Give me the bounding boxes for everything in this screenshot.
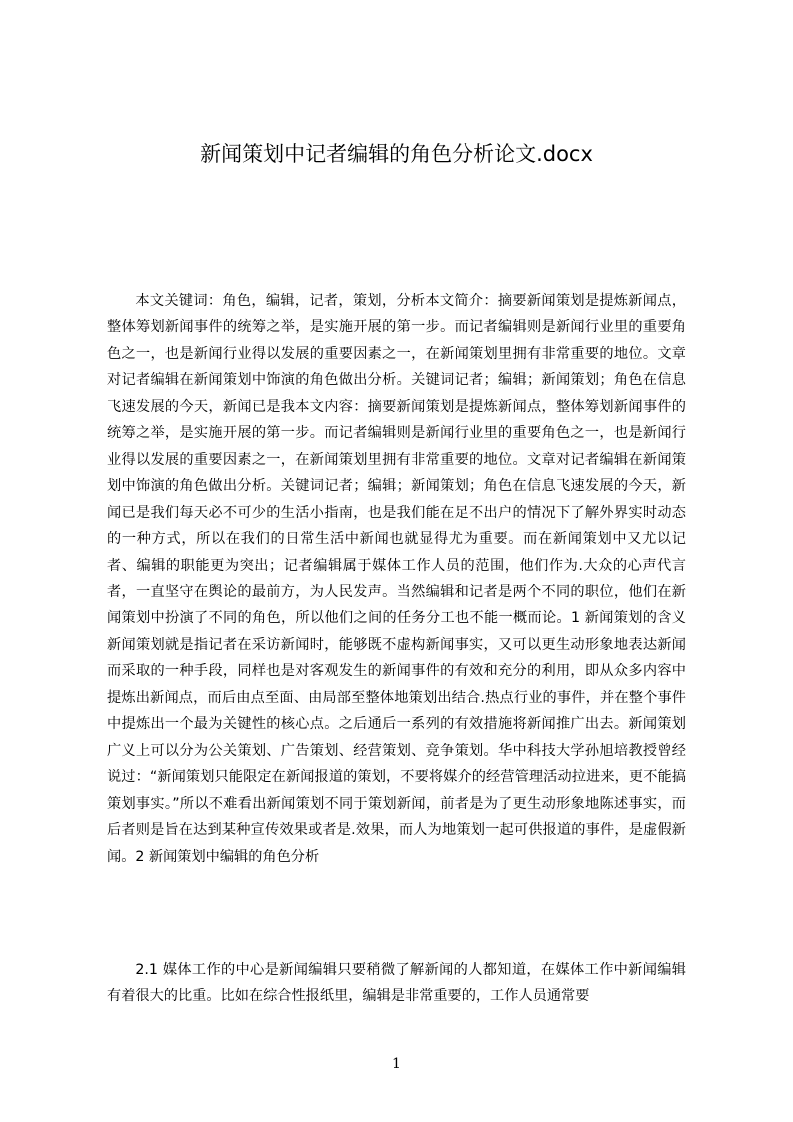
- page-number: 1: [392, 1056, 401, 1072]
- body-paragraph-1: 本文关键词：角色，编辑，记者，策划，分析本文简介：摘要新闻策划是提炼新闻点，整体筹划新闻事件的统筹之举，是实施开展的第一步。而记者编辑则是新闻行业里的重要角色之一，也是新闻行业得以发展的重要因素之一，在新闻策划里拥有非常重要的地位。文章对记者编辑在新闻策划中饰演的角色做出分析。关键词记者；编辑；新闻策划；角色在信息飞速发展的今天，新闻已是我本文内容：摘要新闻策划是提炼新闻点，整体筹划新闻事件的统筹之举，是实施开展的第一步。而记者编辑则是新闻行业里的重要角色之一，也是新闻行业得以发展的重要因素之一，在新闻策划里拥有非常重要的地位。文章对记者编辑在新闻策划中饰演的角色做出分析。关键词记者；编辑；新闻策划；角色在信息飞速发展的今天，新闻已是我们每天必不可少的生活小指南，也是我们能在足不出户的情况下了解外界实时动态的一种方式，所以在我们的日常生活中新闻也就显得尤为重要。而在新闻策划中又尤以记者、编辑的职能更为突出；记者编辑属于媒体工作人员的范围，他们作为.大众的心声代言者，一直坚守在舆论的最前方，为人民发声。当然编辑和记者是两个不同的职位，他们在新闻策划中扮演了不同的角色，所以他们之间的任务分工也不能一概而论。1 新闻策划的含义新闻策划就是指记者在采访新闻时，能够既不虚构新闻事实，又可以更生动形象地表达新闻而采取的一种手段，同样也是对客观发生的新闻事件的有效和充分的利用，即从众多内容中提炼出新闻点，而后由点至面、由局部至整体地策划出结合.热点行业的事件，并在整个事件中提炼出一个最为关键性的核心点。之后通后一系列的有效措施将新闻推广出去。新闻策划广义上可以分为公关策划、广告策划、经营策划、竞争策划。华中科技大学孙旭培教授曾经说过：“新闻策划只能限定在新闻报道的策划，不要将媒介的经营管理活动拉进来，更不能搞策划事实。”所以不难看出新闻策划不同于策划新闻，前者是为了更生动形象地陈述事实，而后者则是旨在达到某种宣传效果或者是.效果，而人为地策划一起可供报道的事件，是虚假新闻。2 新闻策划中编辑的角色分析: [107, 293, 686, 865]
- document-title: 新闻策划中记者编辑的角色分析论文.docx: [200, 142, 593, 166]
- body-paragraph-2: 2.1 媒体工作的中心是新闻编辑只要稍微了解新闻的人都知道，在媒体工作中新闻编辑有着很大的比重。比如在综合性报纸里，编辑是非常重要的，工作人员通常要: [107, 962, 686, 1005]
